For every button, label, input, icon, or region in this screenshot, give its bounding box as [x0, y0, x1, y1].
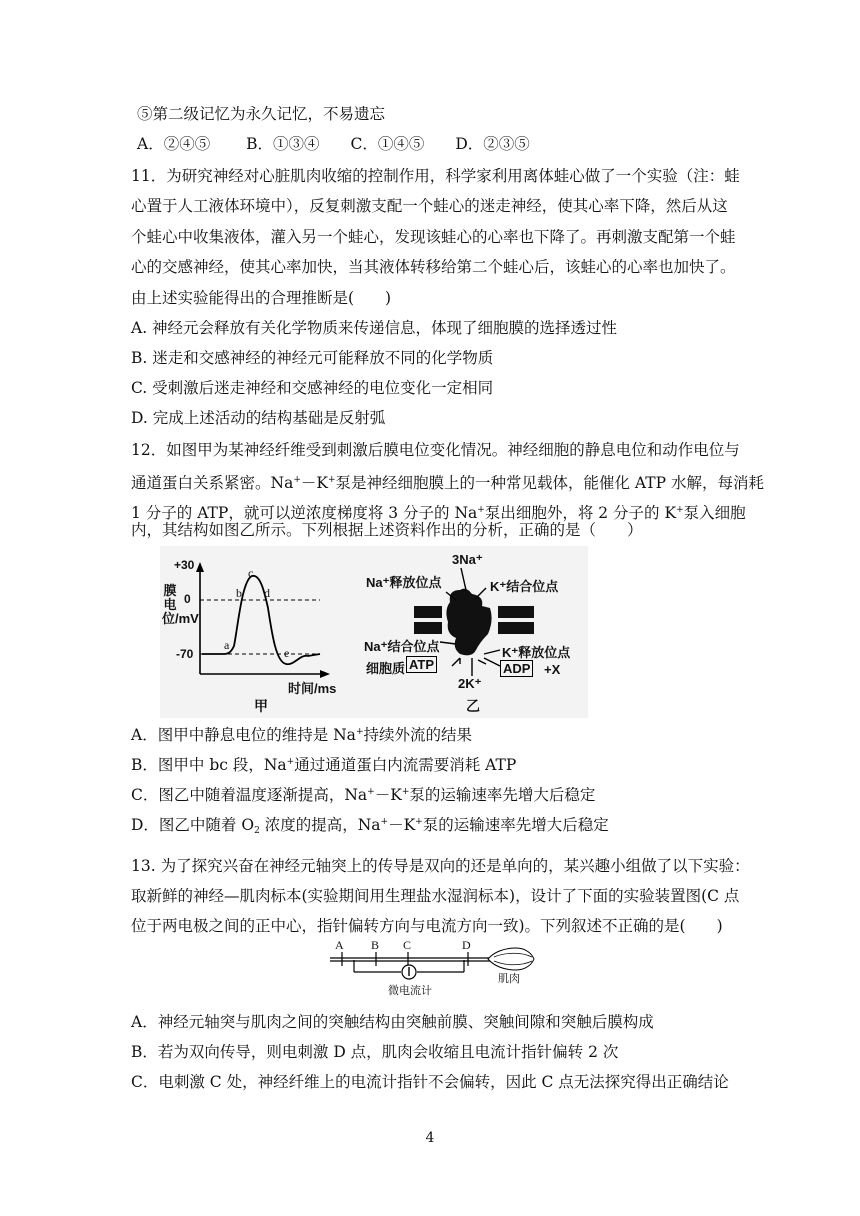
fig-b-adp: ADP: [500, 660, 533, 677]
fig-a-xlabel: 时间/ms: [288, 681, 337, 696]
q12-stem-line1: 12．如图甲为某神经纤维受到刺激后膜电位变化情况。神经细胞的静息电位和动作电位与: [131, 441, 740, 459]
q12-optd-k: －K: [388, 816, 416, 834]
fig-b-k-release: K⁺释放位点: [502, 645, 571, 660]
q12-optd-mid: 浓度的提高，Na: [259, 816, 381, 834]
q12-optb-text: B．图甲中 bc 段，Na: [131, 756, 287, 774]
q12-stem3-sup2: +: [676, 505, 684, 515]
q12-opta-text: A．图甲中静息电位的维持是 Na: [131, 726, 356, 744]
q11-option-c: C. 受刺激后迷走神经和交感神经的电位变化一定相同: [131, 379, 494, 397]
q13-stem-line1: 13. 为了探究兴奋在神经元轴突上的传导是双向的还是单向的，某兴趣小组做了以下实验：: [131, 857, 750, 875]
q12-optc-text: C．图乙中随着温度逐渐提高，Na: [131, 786, 368, 804]
q12-stem3-text: 1 分子的 ATP，就可以逆浓度梯度将 3 分子的 Na: [131, 504, 478, 522]
fig-b-cytoplasm: 细胞质: [366, 661, 406, 676]
fig-a-point-c: c: [248, 566, 254, 580]
q12-optd-sub: 2: [254, 826, 260, 836]
q12-stem2-sup: +: [293, 475, 301, 485]
q12-optd-sup2: +: [415, 817, 423, 827]
q12-optc-sup2: +: [401, 787, 410, 797]
q12-optd-sup: +: [380, 817, 389, 827]
fig-a-tick-minus70: -70: [176, 647, 194, 661]
q12-stem3-rest: 泵入细胞: [683, 504, 746, 522]
q12-optd-text: D．图乙中随着 O: [131, 816, 255, 834]
fig-b-caption: 乙: [466, 698, 480, 714]
q12-figure: [160, 546, 588, 718]
q12-option-a: [131, 722, 472, 745]
q12-optb-sup: +: [286, 757, 295, 767]
fig-b-2k: 2K⁺: [458, 676, 482, 691]
q12-optc-sup: +: [367, 787, 375, 797]
q11-stem-line3: 个蛙心中收集液体，灌入另一个蛙心，发现该蛙心的心率也下降了。再刺激支配第一个蛙: [131, 228, 736, 246]
q13-option-c: C．电刺激 C 处，神经纤维上的电流计指针不会偏转，因此 C 点无法探究得出正确结论: [131, 1073, 729, 1091]
fig-b-na-release: Na⁺释放位点: [366, 575, 442, 590]
q13-option-a: A．神经元轴突与肌肉之间的突触结构由突触前膜、突触间隙和突触后膜构成: [131, 1013, 654, 1031]
fig-b-plusx: +X: [544, 662, 561, 677]
q11-stem-line1: 11．为研究神经对心脏肌肉收缩的控制作用，科学家利用离体蛙心做了一个实验（注：蛙: [131, 167, 740, 185]
q12-stem2-text: 通道蛋白关系紧密。Na: [131, 474, 294, 492]
q10-item5: ⑤第二级记忆为永久记忆，不易遗忘: [137, 105, 386, 123]
q12-stem2-rest: 泵是神经细胞膜上的一种常见载体，能催化 ATP 水解，每消耗: [335, 474, 764, 492]
q13-figure: [328, 940, 538, 1004]
fig-a-point-d: d: [264, 586, 270, 600]
q13-stem-line3: 位于两电极之间的正中心，指针偏转方向与电流方向一致)。下列叙述不正确的是( ): [131, 917, 723, 935]
fig-a-caption: 甲: [254, 698, 268, 714]
fig-b-atp: ATP: [406, 656, 437, 673]
q13-point-a: A: [335, 938, 344, 952]
q12-option-d: [131, 812, 609, 841]
q13-muscle-label: 肌肉: [498, 973, 520, 985]
q12-optd-rest: 泵的运输速率先增大后稳定: [422, 816, 609, 834]
q11-option-d: D. 完成上述活动的结构基础是反射弧: [131, 409, 386, 427]
q11-option-b: B. 迷走和交感神经的神经元可能释放不同的化学物质: [131, 349, 494, 367]
fig-a-tick-plus30: +30: [174, 558, 195, 572]
fig-a-tick-0: 0: [184, 592, 191, 606]
q12-stem2-sup2: +: [327, 475, 336, 485]
q12-optc-k: －K: [374, 786, 402, 804]
q12-stem2-k: －K: [300, 474, 328, 492]
q13-stem-line2: 取新鲜的神经—肌肉标本(实验期间用生理盐水湿润标本)，设计了下面的实验装置图(C 点: [131, 887, 740, 905]
q12-option-c: [131, 782, 595, 805]
q12-opta-rest: 持续外流的结果: [363, 726, 472, 744]
q13-point-b: B: [371, 938, 380, 952]
q11-stem-line2: 心置于人工液体环境中），反复刺激支配一个蛙心的迷走神经，使其心率下降，然后从这: [131, 197, 728, 215]
q11-stem-line4: 心的交感神经，使其心率加快，当其液体转移给第二个蛙心后，该蛙心的心率也加快了。: [131, 258, 736, 276]
q12-optb-rest: 通过通道蛋白内流需要消耗 ATP: [294, 756, 517, 774]
fig-a-ylabel: 膜电位/mV: [162, 583, 199, 626]
q10-options: A．②④⑤ B．①③④ C．①④⑤ D．②③⑤: [137, 135, 530, 153]
q12-opta-sup: +: [355, 727, 364, 737]
fig-a-point-b: b: [236, 586, 242, 600]
q13-point-c: C: [403, 938, 412, 952]
q13-meter-label: 微电流计: [388, 985, 432, 997]
fig-b-3na: 3Na⁺: [452, 552, 483, 567]
fig-a-point-e: e: [284, 646, 290, 660]
page-number: 4: [425, 1130, 435, 1146]
q13-point-d: D: [462, 938, 471, 952]
q12-option-b: [131, 752, 516, 775]
q11-stem-line5: 由上述实验能得出的合理推断是( ): [131, 289, 392, 307]
fig-b-k-bind: K⁺结合位点: [490, 579, 559, 594]
q12-stem-line4: 内，其结构如图乙所示。下列根据上述资料作出的分析，正确的是（ ）: [131, 521, 643, 539]
q12-stem-line2: [131, 470, 764, 493]
q13-option-b: B．若为双向传导，则电刺激 D 点，肌肉会收缩且电流计指针偏转 2 次: [131, 1043, 619, 1061]
q12-optc-rest: 泵的运输速率先增大后稳定: [409, 786, 596, 804]
q11-option-a: A. 神经元会释放有关化学物质来传递信息，体现了细胞膜的选择透过性: [131, 319, 618, 337]
fig-a-point-a: a: [224, 638, 230, 652]
q12-stem3-mid: 泵出细胞外，将 2 分子的 K: [484, 504, 677, 522]
q12-stem3-sup: +: [477, 505, 485, 515]
fig-b-na-bind: Na⁺结合位点: [364, 639, 440, 654]
